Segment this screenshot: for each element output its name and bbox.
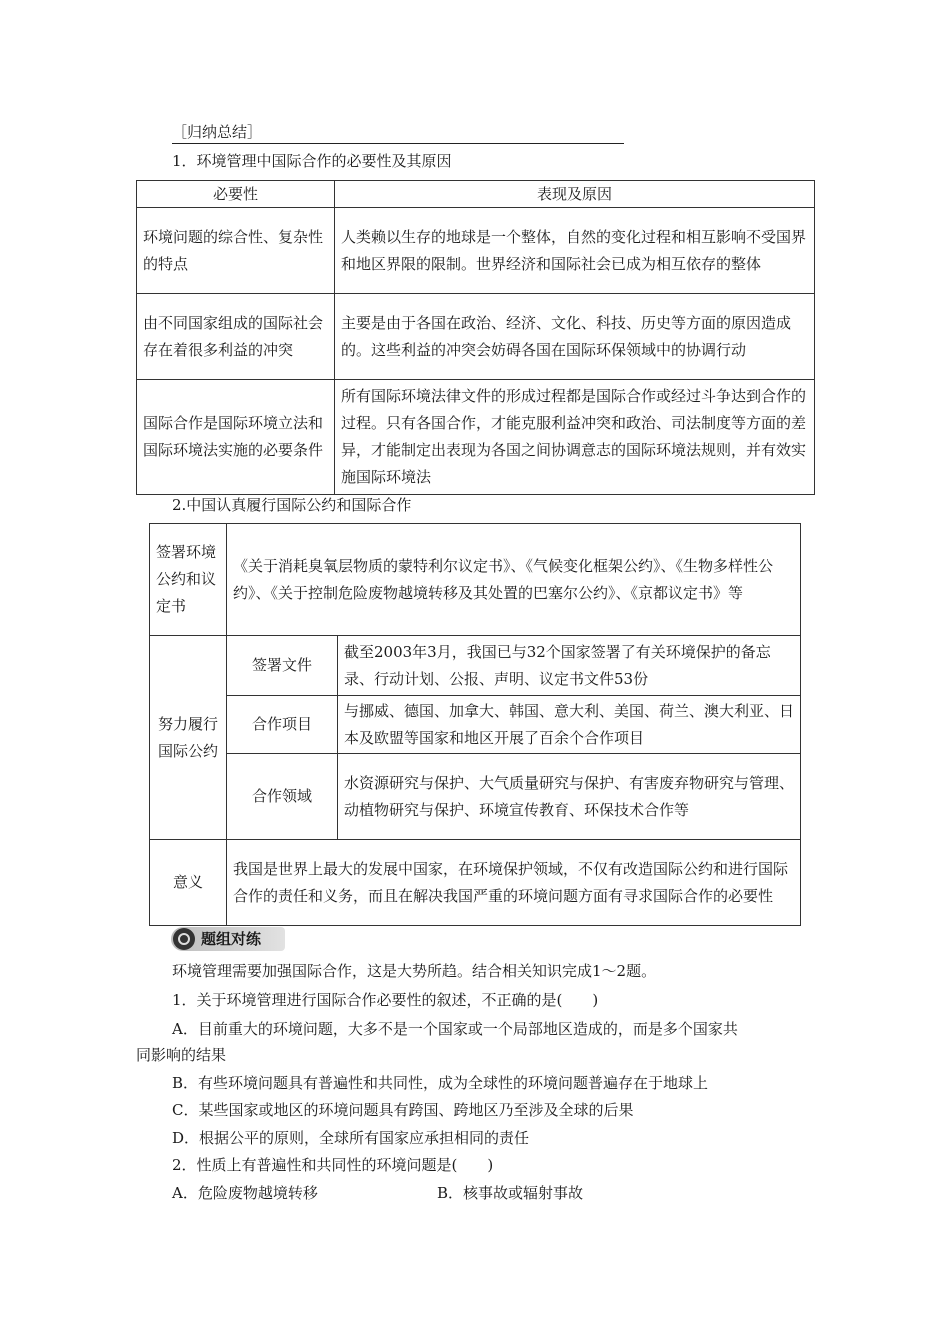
sign-label-cell: 签署环境公约和议定书 (150, 524, 227, 636)
sign-content-cell: 《关于消耗臭氧层物质的蒙特利尔议定书》、《气候变化框架公约》、《生物多样性公约》、《关于控制危险废物越境转移及其处置的巴塞尔公约》、《京都议定书》等 (227, 524, 801, 636)
sub-content-cell: 水资源研究与保护、大气质量研究与保护、有害废弃物研究与管理、动植物研究与保护、环境宣传教育、环保技术合作等 (338, 754, 801, 840)
question-2-stem: 2．性质上有普遍性和共同性的环境问题是( ) (172, 1156, 494, 1174)
section2-title: 2.中国认真履行国际公约和国际合作 (172, 496, 412, 514)
sub-label-cell: 签署文件 (227, 636, 338, 696)
question-1-stem: 1．关于环境管理进行国际合作必要性的叙述，不正确的是( ) (172, 991, 599, 1009)
header-necessity: 必要性 (137, 181, 335, 208)
question-1-option-d: D．根据公平的原则，全球所有国家应承担相同的责任 (172, 1129, 530, 1147)
necessity-cell: 环境问题的综合性、复杂性的特点 (137, 208, 335, 294)
header-reason: 表现及原因 (335, 181, 815, 208)
sub-label-cell: 合作项目 (227, 696, 338, 754)
practice-badge (171, 927, 285, 951)
reason-cell: 所有国际环境法律文件的形成过程都是国际合作或经过斗争达到合作的过程。只有各国合作，才能克服利益冲突和政治、司法制度等方面的差异，才能制定出表现为各国之间协调意志的国际环境法规则，并有效实施国际环境法 (335, 380, 815, 495)
table-header-row (137, 181, 815, 208)
sub-content-cell: 截至2003年3月，我国已与32个国家签署了有关环境保护的备忘录、行动计划、公报、声明、议定书文件53份 (338, 636, 801, 696)
table-row (150, 754, 801, 840)
question-2-option-a: A．危险废物越境转移 (172, 1184, 318, 1202)
summary-title: ［归纳总结］ (172, 121, 624, 144)
practice-intro: 环境管理需要加强国际合作，这是大势所趋。结合相关知识完成1～2题。 (172, 962, 657, 980)
table-row (150, 696, 801, 754)
question-1-option-c: C．某些国家或地区的环境问题具有跨国、跨地区乃至涉及全球的后果 (172, 1101, 634, 1119)
practice-badge-label: 题组对练 (201, 930, 262, 948)
necessity-cell: 由不同国家组成的国际社会存在着很多利益的冲突 (137, 294, 335, 380)
table-row (150, 840, 801, 926)
fulfill-label-cell: 努力履行国际公约 (150, 636, 227, 840)
table-row (150, 636, 801, 696)
convention-table (149, 523, 801, 926)
reason-cell: 人类赖以生存的地球是一个整体，自然的变化过程和相互影响不受国界和地区界限的限制。世界经济和国际社会已成为相互依存的整体 (335, 208, 815, 294)
target-icon (173, 928, 195, 950)
section1-title: 1．环境管理中国际合作的必要性及其原因 (172, 152, 452, 170)
necessity-cell: 国际合作是国际环境立法和国际环境法实施的必要条件 (137, 380, 335, 495)
sub-content-cell: 与挪威、德国、加拿大、韩国、意大利、美国、荷兰、澳大利亚、日本及欧盟等国家和地区开展了百余个合作项目 (338, 696, 801, 754)
meaning-label-cell: 意义 (150, 840, 227, 926)
question-1-option-a-cont: 同影响的结果 (136, 1046, 227, 1064)
meaning-content-cell: 我国是世界上最大的发展中国家，在环境保护领域，不仅有改造国际公约和进行国际合作的责任和义务，而且在解决我国严重的环境问题方面有寻求国际合作的必要性 (227, 840, 801, 926)
reason-cell: 主要是由于各国在政治、经济、文化、科技、历史等方面的原因造成的。这些利益的冲突会妨碍各国在国际环保领域中的协调行动 (335, 294, 815, 380)
question-1-option-a: A．目前重大的环境问题，大多不是一个国家或一个局部地区造成的，而是多个国家共 (172, 1020, 738, 1038)
table-row (137, 294, 815, 380)
sub-label-cell: 合作领域 (227, 754, 338, 840)
necessity-table (136, 180, 815, 495)
question-2-option-b: B．核事故或辐射事故 (437, 1184, 584, 1202)
question-1-option-b: B．有些环境问题具有普遍性和共同性，成为全球性的环境问题普遍存在于地球上 (172, 1074, 709, 1092)
table-row (137, 380, 815, 495)
table-row (150, 524, 801, 636)
table-row (137, 208, 815, 294)
